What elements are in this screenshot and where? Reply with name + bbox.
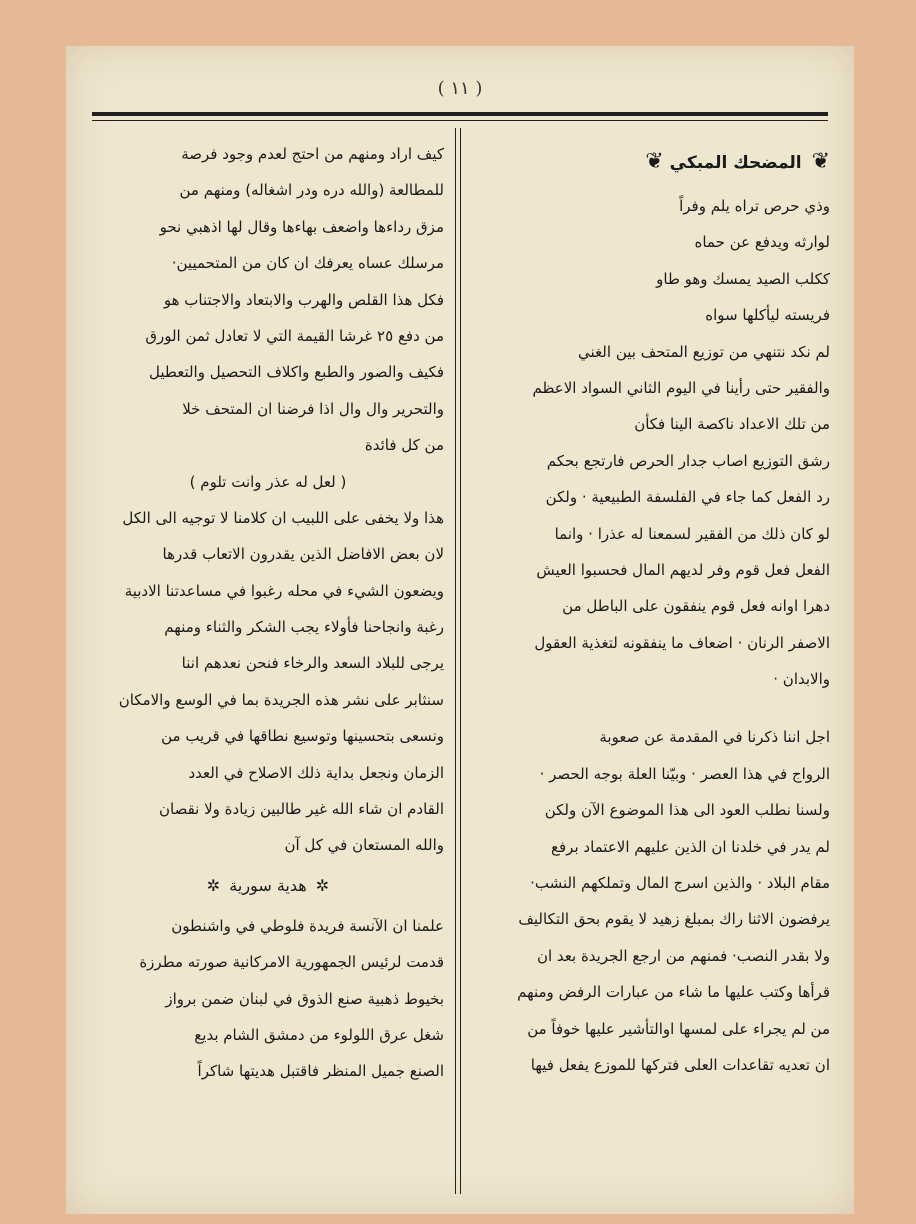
section-heading-text: المضحك المبكي [669,153,802,173]
text-line: لم نكد نتنهي من توزيع المتحف بين الغني [578,342,830,361]
paragraph [478,334,830,698]
subheading [92,864,444,908]
text-line: يرفضون الاثنا راك بمبلغ زهيد لا يقوم بحق التكاليف [518,910,830,929]
text-line: والفقير حتى رأينا في اليوم الثاني السواد الاعظم [532,378,830,397]
star-icon: ✲ [315,875,330,895]
paragraph-gap [478,697,830,719]
text-line: اجل اننا ذكرنا في المقدمة عن صعوبة [599,728,830,747]
paragraph [92,908,444,1090]
text-line: من دفع ٢٥ غرشا القيمة التي لا تعادل ثمن الورق [145,326,444,345]
left-column [92,136,444,1090]
poem-line: وذي حرص تراه يلم وفراً [679,197,830,215]
text-line: ونسعى بتحسينها وتوسيع نطاقها في قريب من [161,727,444,746]
header-rule-thin [92,120,828,121]
text-line: مزق رداءها واضعف بهاءها وقال لها اذهبي نحو [159,217,444,236]
text-line: دهرا اوانه فعل قوم ينفقون على الباطل من [562,597,830,616]
text-line: الرواج في هذا العصر · وبيّنا العلة بوجه الحصر · [539,764,830,783]
text-line: لم يدر في خلدنا ان الذين عليهم الاعتماد برفع [551,837,830,856]
ornament-icon: ❦ [811,149,830,174]
paragraph [92,500,444,864]
text-line: فكيف والصور والطبع واكلاف التحصيل والتعطيل [149,363,444,382]
ornament-icon: ❦ [645,149,664,174]
quote-line: ( لعل له عذر وانت تلوم ) [189,472,347,491]
paragraph [478,719,830,1083]
text-line: هذا ولا يخفى على اللبيب ان كلامنا لا توجيه الى الكل [122,508,444,527]
header-rule-thick [92,112,828,116]
newspaper-page [66,46,854,1214]
text-line: علمنا ان الآنسة فريدة فلوطي في واشنطون [171,916,444,935]
column-divider [455,128,456,1194]
poem [478,188,830,334]
text-line: قدمت لرئيس الجمهورية الامركانية صورته مطرزة [139,953,444,972]
text-line: لو كان ذلك من الفقير لسمعنا له عذرا · وانما [554,524,830,543]
text-line: من تلك الاعداد ناكصة الينا فكأن [634,415,830,434]
text-line: للمطالعة (والله دره ودر اشغاله) ومنهم من [179,181,444,200]
text-line: ولسنا نطلب العود الى هذا الموضوع الآن ولكن [544,801,830,820]
text-line: من لم يجراء على لمسها اوالتأشير عليها خوفاً من [527,1019,830,1038]
text-line: والتحرير وال وال اذا فرضنا ان المتحف خلا [182,399,444,418]
text-line: الفعل فعل قوم وفر لديهم المال فحسبوا العيش [536,560,830,579]
text-line: فكل هذا القلص والهرب والابتعاد والاجتناب هو [163,290,444,309]
text-line: شغل عرق اللولوء من دمشق الشام بديع [194,1025,444,1044]
text-line: مقام البلاد · والذين اسرج المال وتملكهم النشب· [530,874,830,893]
text-line: ولا بقدر النصب· فمنهم من ارجع الجريدة بعد ان [536,946,830,965]
page-number: ( ١١ ) [437,78,483,99]
text-line: بخيوط ذهبية صنع الذوق في لبنان ضمن برواز [165,989,444,1008]
text-line: سنثابر على نشر هذه الجريدة بما في الوسع والامكان [118,690,444,709]
text-line: الزمان ونجعل بداية ذلك الاصلاح في العدد [188,763,444,782]
text-line: كيف اراد ومنهم من احتج لعدم وجود فرصة [181,145,444,163]
text-line: والابدان · [773,670,830,689]
paragraph [92,136,444,464]
text-line: ويضعون الشيء في محله رغبوا في مساعدتنا الادبية [124,581,444,600]
text-line: رشق التوزيع اصاب جدار الحرص فارتجع بحكم [546,451,830,470]
poem-line: فريسته ليأكلها سواه [705,306,830,325]
text-line: الصنع جميل المنظر فاقتبل هديتها شاكراً [197,1062,444,1081]
text-line: ان تعديه تقاعدات العلى فتركها للموزع يفعل فيها [530,1055,830,1074]
text-line: القادم ان شاء الله غير طالبين زيادة ولا نقصان [158,800,444,819]
star-icon: ✲ [206,875,221,895]
text-line: قرأها وكتب عليها ما شاء من عبارات الرفض ومنهم [517,983,830,1002]
text-line: رغبة وانجاحنا فأولاء يجب الشكر والثناء ومنهم [164,618,444,637]
section-heading [478,136,830,188]
text-line: والله المستعان في كل آن [284,836,444,855]
text-line: يرجى للبلاد السعد والرخاء فنحن نعدهم اننا [181,654,444,673]
text-line: مرسلك عساه يعرفك ان كان من المتحميين· [171,254,444,273]
text-line: رد الفعل كما جاء في الفلسفة الطبيعية · ولكن [545,488,830,507]
right-column [478,136,830,1083]
poem-line: ككلب الصيد يمسك وهو طاو [656,269,830,288]
text-line: لان بعض الافاضل الذين يقدرون الاتعاب قدرها [162,545,444,564]
subheading-text: هدية سورية [229,875,307,895]
poem-line: لوارثه ويدفع عن حماه [694,233,830,252]
text-line: الاصفر الرنان · اضعاف ما ينفقونه لتغذية العقول [534,633,830,652]
text-line: من كل فائدة [364,436,444,455]
column-divider [460,128,461,1194]
